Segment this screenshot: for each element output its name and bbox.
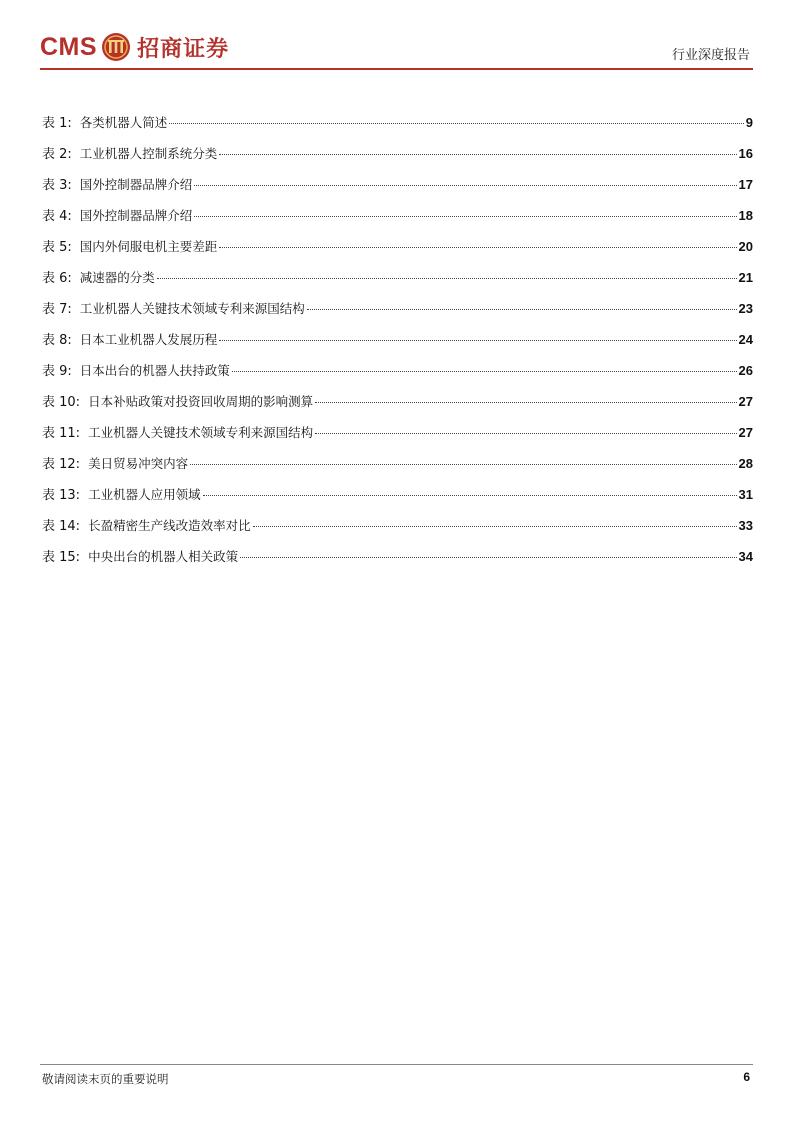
toc-dot-leader [315,433,736,434]
toc-title: 工业机器人控制系统分类 [79,146,218,161]
toc-page-number: 28 [738,456,753,471]
toc-dot-leader [194,216,736,217]
toc-page-number: 21 [738,270,753,285]
toc-label: 表 14: [42,519,81,534]
toc-label: 表 11: [42,426,81,441]
toc-label: 表 2: [42,147,72,162]
logo-cms-text: CMS [40,32,98,61]
toc-row[interactable] [42,174,753,205]
toc-title: 美日贸易冲突内容 [88,456,189,471]
toc-label: 表 3: [42,178,72,193]
toc-title: 工业机器人关键技术领域专利来源国结构 [88,425,314,440]
toc-row[interactable] [42,298,753,329]
toc-row[interactable] [42,205,753,236]
toc-title: 日本出台的机器人扶持政策 [79,363,230,378]
toc-row[interactable] [42,484,753,515]
toc-title: 各类机器人简述 [79,115,168,130]
toc-row[interactable] [42,546,753,577]
toc-dot-leader [253,526,737,527]
toc-title: 国内外伺服电机主要差距 [79,239,218,254]
toc-dot-leader [232,371,737,372]
company-logo [40,30,229,64]
toc-label: 表 12: [42,457,81,472]
toc-title: 减速器的分类 [79,270,155,285]
toc-row[interactable] [42,515,753,546]
toc-label: 表 7: [42,302,72,317]
footer-divider [40,1064,753,1065]
toc-page-number: 26 [738,363,753,378]
toc-label: 表 9: [42,364,72,379]
toc-title: 中央出台的机器人相关政策 [88,549,239,564]
toc-page-number: 31 [738,487,753,502]
toc-dot-leader [219,247,736,248]
toc-row[interactable] [42,360,753,391]
toc-page-number: 27 [738,425,753,440]
toc-dot-leader [190,464,736,465]
toc-page-number: 34 [738,549,753,564]
toc-row[interactable] [42,422,753,453]
toc-label: 表 5: [42,240,72,255]
toc-page-number: 33 [738,518,753,533]
toc-dot-leader [169,123,743,124]
toc-label: 表 10: [42,395,81,410]
toc-row[interactable] [42,267,753,298]
toc-title: 国外控制器品牌介绍 [79,208,193,223]
table-list [42,112,753,577]
footer-disclaimer: 敬请阅读末页的重要说明 [42,1072,169,1086]
toc-title: 工业机器人关键技术领域专利来源国结构 [79,301,305,316]
toc-title: 长盈精密生产线改造效率对比 [88,518,251,533]
toc-page-number: 16 [738,146,753,161]
toc-page-number: 17 [738,177,753,192]
page-header [0,0,793,75]
toc-page-number: 9 [745,115,753,130]
page-number: 6 [743,1070,750,1084]
toc-dot-leader [219,340,736,341]
toc-dot-leader [315,402,736,403]
toc-label: 表 4: [42,209,72,224]
toc-row[interactable] [42,391,753,422]
toc-dot-leader [203,495,737,496]
toc-title: 国外控制器品牌介绍 [79,177,193,192]
toc-row[interactable] [42,236,753,267]
toc-title: 工业机器人应用领域 [88,487,201,502]
toc-dot-leader [240,557,736,558]
toc-label: 表 1: [42,116,72,131]
toc-page-number: 20 [738,239,753,254]
toc-row[interactable] [42,112,753,143]
toc-dot-leader [219,154,736,155]
toc-label: 表 6: [42,271,72,286]
toc-page-number: 24 [738,332,753,347]
toc-dot-leader [194,185,736,186]
toc-label: 表 15: [42,550,81,565]
toc-label: 表 8: [42,333,72,348]
toc-page-number: 27 [738,394,753,409]
toc-label: 表 13: [42,488,81,503]
toc-title: 日本工业机器人发展历程 [79,332,218,347]
toc-row[interactable] [42,143,753,174]
toc-page-number: 18 [738,208,753,223]
report-type: 行业深度报告 [671,48,750,63]
toc-row[interactable] [42,329,753,360]
toc-dot-leader [307,309,737,310]
logo-chinese-text: 招商证券 [137,35,230,62]
toc-title: 日本补贴政策对投资回收周期的影响测算 [88,394,314,409]
logo-badge-icon [101,32,131,62]
toc-row[interactable] [42,453,753,484]
toc-page-number: 23 [738,301,753,316]
header-divider [40,68,753,70]
toc-dot-leader [157,278,737,279]
